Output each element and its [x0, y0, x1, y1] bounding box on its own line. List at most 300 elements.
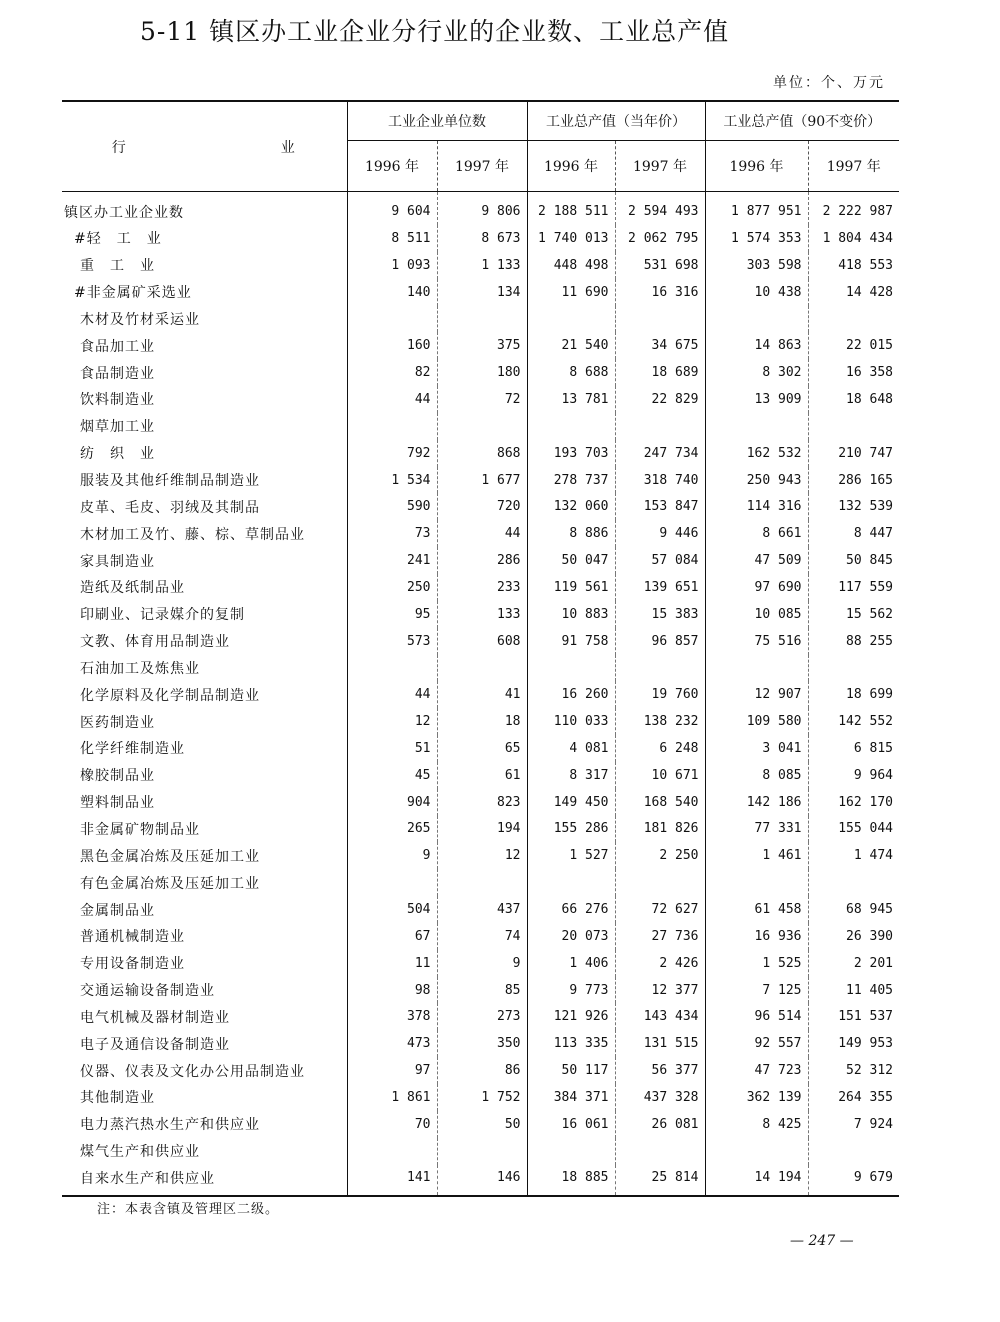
value-cell-k96: 13 909 — [705, 386, 808, 413]
value-cell-k97: 18 648 — [808, 386, 899, 413]
value-cell-u97: 134 — [437, 279, 527, 306]
value-cell-u97: 133 — [437, 601, 527, 628]
value-cell-u96: 67 — [347, 923, 437, 950]
value-cell-k96: 1 461 — [705, 842, 808, 869]
value-cell-u96 — [347, 869, 437, 896]
value-cell-u97: 720 — [437, 493, 527, 520]
value-cell-k96: 142 186 — [705, 789, 808, 816]
value-cell-k96: 114 316 — [705, 493, 808, 520]
value-cell-u96: 11 — [347, 950, 437, 977]
value-cell-c97: 531 698 — [615, 252, 705, 279]
industry-name-cell: 木材加工及竹、藤、棕、草制品业 — [80, 526, 305, 543]
value-cell-c97 — [615, 1138, 705, 1165]
value-cell-k97: 117 559 — [808, 574, 899, 601]
value-cell-u96: 250 — [347, 574, 437, 601]
table-row — [62, 440, 899, 467]
industry-name-cell: 金属制品业 — [80, 902, 155, 919]
industry-name-cell: 电气机械及器材制造业 — [80, 1009, 230, 1026]
value-cell-k96: 14 863 — [705, 332, 808, 359]
value-cell-k96: 47 509 — [705, 547, 808, 574]
value-cell-u97: 18 — [437, 708, 527, 735]
value-cell-k97: 8 447 — [808, 520, 899, 547]
table-row — [62, 681, 899, 708]
value-cell-c97: 57 084 — [615, 547, 705, 574]
value-cell-k97: 9 964 — [808, 762, 899, 789]
value-cell-u97: 1 677 — [437, 467, 527, 494]
value-cell-c96: 13 781 — [527, 386, 615, 413]
value-cell-k97: 7 924 — [808, 1111, 899, 1138]
table-row — [62, 192, 899, 226]
value-cell-k96: 8 302 — [705, 359, 808, 386]
industry-name-cell: #非金属矿采选业 — [74, 285, 192, 302]
value-cell-k96: 10 085 — [705, 601, 808, 628]
value-cell-k97: 68 945 — [808, 896, 899, 923]
value-cell-k97: 155 044 — [808, 816, 899, 843]
year-header: 1996 年 — [705, 141, 808, 192]
value-cell-c97: 96 857 — [615, 628, 705, 655]
value-cell-u97: 180 — [437, 359, 527, 386]
table-row — [62, 816, 899, 843]
value-cell-c96 — [527, 1138, 615, 1165]
value-cell-k97: 132 539 — [808, 493, 899, 520]
value-cell-k96: 1 525 — [705, 950, 808, 977]
value-cell-c97: 18 689 — [615, 359, 705, 386]
table-row — [62, 467, 899, 494]
industry-name-cell: 其他制造业 — [80, 1090, 155, 1107]
value-cell-u97: 868 — [437, 440, 527, 467]
table-row — [62, 896, 899, 923]
value-cell-k97: 149 953 — [808, 1030, 899, 1057]
value-cell-k97 — [808, 655, 899, 682]
value-cell-c96: 110 033 — [527, 708, 615, 735]
value-cell-c97: 318 740 — [615, 467, 705, 494]
industry-name-cell: 重 工 业 — [80, 258, 155, 275]
value-cell-k97: 9 679 — [808, 1165, 899, 1197]
value-cell-u96: 73 — [347, 520, 437, 547]
value-cell-k96: 162 532 — [705, 440, 808, 467]
value-cell-k96: 109 580 — [705, 708, 808, 735]
value-cell-c96: 149 450 — [527, 789, 615, 816]
value-cell-u97: 85 — [437, 977, 527, 1004]
value-cell-c97: 19 760 — [615, 681, 705, 708]
value-cell-c96: 113 335 — [527, 1030, 615, 1057]
value-cell-k96: 362 139 — [705, 1084, 808, 1111]
table-row — [62, 655, 899, 682]
value-cell-u96 — [347, 306, 437, 333]
value-cell-k97: 18 699 — [808, 681, 899, 708]
industry-name-cell: 家具制造业 — [80, 553, 155, 570]
value-cell-k96: 75 516 — [705, 628, 808, 655]
value-cell-u96: 473 — [347, 1030, 437, 1057]
value-cell-u96: 504 — [347, 896, 437, 923]
value-cell-u97 — [437, 655, 527, 682]
value-cell-k96: 96 514 — [705, 1003, 808, 1030]
value-cell-c96: 1 740 013 — [527, 225, 615, 252]
value-cell-c97 — [615, 869, 705, 896]
table-row — [62, 601, 899, 628]
value-cell-c97: 437 328 — [615, 1084, 705, 1111]
value-cell-u97 — [437, 869, 527, 896]
page-number: — 247 — — [790, 1233, 854, 1249]
value-cell-u97 — [437, 413, 527, 440]
value-cell-c96: 50 047 — [527, 547, 615, 574]
industry-name-cell: 造纸及纸制品业 — [80, 580, 185, 597]
value-cell-k97: 264 355 — [808, 1084, 899, 1111]
industry-name-cell: 塑料制品业 — [80, 795, 155, 812]
value-cell-k97: 1 804 434 — [808, 225, 899, 252]
table-row — [62, 789, 899, 816]
industry-name-cell: 食品加工业 — [80, 338, 155, 355]
value-cell-k97 — [808, 1138, 899, 1165]
value-cell-c97 — [615, 413, 705, 440]
year-header: 1997 年 — [808, 141, 899, 192]
industry-column-header — [62, 101, 347, 192]
value-cell-c97: 56 377 — [615, 1057, 705, 1084]
industry-name-cell: 烟草加工业 — [80, 419, 155, 436]
industry-header-char-a: 行 — [111, 139, 128, 156]
industry-header-char-b: 业 — [280, 139, 297, 156]
value-cell-k97: 15 562 — [808, 601, 899, 628]
current-price-group-header: 工业总产值（当年价） — [527, 101, 705, 141]
value-cell-c97: 131 515 — [615, 1030, 705, 1057]
value-cell-k97: 162 170 — [808, 789, 899, 816]
value-cell-u96: 904 — [347, 789, 437, 816]
value-cell-u96: 1 093 — [347, 252, 437, 279]
value-cell-k96: 16 936 — [705, 923, 808, 950]
table-row — [62, 869, 899, 896]
value-cell-c97: 15 383 — [615, 601, 705, 628]
value-cell-k97 — [808, 869, 899, 896]
industry-name-cell: 有色金属冶炼及压延加工业 — [80, 875, 260, 892]
value-cell-k96: 10 438 — [705, 279, 808, 306]
value-cell-k96: 7 125 — [705, 977, 808, 1004]
header-row-groups — [62, 101, 899, 141]
table-row — [62, 950, 899, 977]
value-cell-u96: 1 534 — [347, 467, 437, 494]
value-cell-u97: 74 — [437, 923, 527, 950]
value-cell-k97: 2 222 987 — [808, 192, 899, 226]
value-cell-u96: 45 — [347, 762, 437, 789]
value-cell-c96: 21 540 — [527, 332, 615, 359]
value-cell-c97: 16 316 — [615, 279, 705, 306]
value-cell-u97: 50 — [437, 1111, 527, 1138]
value-cell-u96: 140 — [347, 279, 437, 306]
value-cell-k96: 1 877 951 — [705, 192, 808, 226]
value-cell-k97: 22 015 — [808, 332, 899, 359]
value-cell-k97: 1 474 — [808, 842, 899, 869]
value-cell-c97: 2 062 795 — [615, 225, 705, 252]
value-cell-u96: 51 — [347, 735, 437, 762]
value-cell-c97: 143 434 — [615, 1003, 705, 1030]
value-cell-u96: 573 — [347, 628, 437, 655]
value-cell-c97: 153 847 — [615, 493, 705, 520]
value-cell-c97: 6 248 — [615, 735, 705, 762]
value-cell-c97: 9 446 — [615, 520, 705, 547]
value-cell-k97: 418 553 — [808, 252, 899, 279]
unit-label: 单位：个、万元 — [773, 75, 885, 91]
industry-name-cell: 橡胶制品业 — [80, 768, 155, 785]
value-cell-c96: 91 758 — [527, 628, 615, 655]
value-cell-k97: 88 255 — [808, 628, 899, 655]
value-cell-c96: 1 527 — [527, 842, 615, 869]
value-cell-c97: 139 651 — [615, 574, 705, 601]
value-cell-u97: 823 — [437, 789, 527, 816]
table-row — [62, 735, 899, 762]
value-cell-c96: 4 081 — [527, 735, 615, 762]
value-cell-u96 — [347, 413, 437, 440]
value-cell-c96: 20 073 — [527, 923, 615, 950]
value-cell-u97: 8 673 — [437, 225, 527, 252]
year-header: 1997 年 — [615, 141, 705, 192]
value-cell-k96: 92 557 — [705, 1030, 808, 1057]
value-cell-u97: 9 806 — [437, 192, 527, 226]
value-cell-u97: 65 — [437, 735, 527, 762]
value-cell-c96: 11 690 — [527, 279, 615, 306]
value-cell-c96 — [527, 655, 615, 682]
value-cell-c97 — [615, 306, 705, 333]
table-row — [62, 520, 899, 547]
table-row — [62, 1165, 899, 1197]
value-cell-u97: 61 — [437, 762, 527, 789]
table-row — [62, 628, 899, 655]
value-cell-c97: 27 736 — [615, 923, 705, 950]
value-cell-k96: 77 331 — [705, 816, 808, 843]
value-cell-c96: 50 117 — [527, 1057, 615, 1084]
value-cell-u97: 86 — [437, 1057, 527, 1084]
table-row — [62, 1084, 899, 1111]
industry-name-cell: 煤气生产和供应业 — [80, 1144, 200, 1161]
value-cell-u97 — [437, 1138, 527, 1165]
value-cell-u96: 97 — [347, 1057, 437, 1084]
year-header: 1996 年 — [527, 141, 615, 192]
industry-name-cell: 印刷业、记录媒介的复制 — [80, 607, 245, 624]
value-cell-u96: 141 — [347, 1165, 437, 1197]
table-row — [62, 923, 899, 950]
value-cell-u96: 82 — [347, 359, 437, 386]
value-cell-u96: 95 — [347, 601, 437, 628]
value-cell-u96: 9 — [347, 842, 437, 869]
table-row — [62, 359, 899, 386]
value-cell-c97: 26 081 — [615, 1111, 705, 1138]
value-cell-c96: 448 498 — [527, 252, 615, 279]
footnote: 注：本表含镇及管理区二级。 — [97, 1202, 280, 1217]
value-cell-k96 — [705, 306, 808, 333]
value-cell-k96 — [705, 655, 808, 682]
value-cell-c97: 138 232 — [615, 708, 705, 735]
table-row — [62, 1111, 899, 1138]
industry-name-cell: 黑色金属冶炼及压延加工业 — [80, 848, 260, 865]
value-cell-k97: 210 747 — [808, 440, 899, 467]
value-cell-c96: 278 737 — [527, 467, 615, 494]
value-cell-k97: 11 405 — [808, 977, 899, 1004]
value-cell-k96: 3 041 — [705, 735, 808, 762]
industry-name-cell: 镇区办工业企业数 — [64, 204, 184, 221]
value-cell-u96: 378 — [347, 1003, 437, 1030]
value-cell-k96: 8 425 — [705, 1111, 808, 1138]
value-cell-u97: 146 — [437, 1165, 527, 1197]
value-cell-c97: 72 627 — [615, 896, 705, 923]
value-cell-u96: 12 — [347, 708, 437, 735]
value-cell-k97 — [808, 413, 899, 440]
value-cell-u96: 8 511 — [347, 225, 437, 252]
table-row — [62, 332, 899, 359]
value-cell-k96: 250 943 — [705, 467, 808, 494]
value-cell-u96: 44 — [347, 386, 437, 413]
value-cell-c97: 25 814 — [615, 1165, 705, 1197]
industry-name-cell: 纺 织 业 — [80, 446, 155, 463]
table-row — [62, 708, 899, 735]
industry-output-table — [62, 100, 899, 1197]
value-cell-c96 — [527, 413, 615, 440]
value-cell-k96: 12 907 — [705, 681, 808, 708]
industry-name-cell: 化学纤维制造业 — [80, 741, 185, 758]
table-row — [62, 762, 899, 789]
table-row — [62, 977, 899, 1004]
value-cell-c96: 66 276 — [527, 896, 615, 923]
value-cell-u97: 286 — [437, 547, 527, 574]
table-row — [62, 1057, 899, 1084]
value-cell-u96 — [347, 655, 437, 682]
value-cell-c97 — [615, 655, 705, 682]
value-cell-u97: 350 — [437, 1030, 527, 1057]
value-cell-u97: 194 — [437, 816, 527, 843]
value-cell-k97: 16 358 — [808, 359, 899, 386]
value-cell-c97: 12 377 — [615, 977, 705, 1004]
value-cell-u96: 160 — [347, 332, 437, 359]
value-cell-k96 — [705, 413, 808, 440]
value-cell-c96: 9 773 — [527, 977, 615, 1004]
value-cell-u97: 375 — [437, 332, 527, 359]
industry-name-cell: 交通运输设备制造业 — [80, 983, 215, 1000]
value-cell-u96: 70 — [347, 1111, 437, 1138]
value-cell-c97: 168 540 — [615, 789, 705, 816]
value-cell-c96: 193 703 — [527, 440, 615, 467]
table-row — [62, 574, 899, 601]
value-cell-k96 — [705, 869, 808, 896]
value-cell-u97: 72 — [437, 386, 527, 413]
value-cell-c96: 18 885 — [527, 1165, 615, 1197]
industry-name-cell: 仪器、仪表及文化办公用品制造业 — [80, 1063, 305, 1080]
value-cell-u97: 41 — [437, 681, 527, 708]
value-cell-c97: 2 594 493 — [615, 192, 705, 226]
value-cell-c97: 181 826 — [615, 816, 705, 843]
value-cell-u97: 608 — [437, 628, 527, 655]
table-row — [62, 279, 899, 306]
value-cell-k97: 14 428 — [808, 279, 899, 306]
value-cell-c96: 155 286 — [527, 816, 615, 843]
units-group-header: 工业企业单位数 — [347, 101, 527, 141]
value-cell-u97: 12 — [437, 842, 527, 869]
table-row — [62, 493, 899, 520]
value-cell-k97 — [808, 306, 899, 333]
value-cell-c96: 384 371 — [527, 1084, 615, 1111]
table-row — [62, 252, 899, 279]
industry-name-cell: 电子及通信设备制造业 — [80, 1036, 230, 1053]
value-cell-k97: 142 552 — [808, 708, 899, 735]
industry-name-cell: 非金属矿物制品业 — [80, 821, 200, 838]
industry-name-cell: 化学原料及化学制品制造业 — [80, 687, 260, 704]
industry-name-cell: 木材及竹材采运业 — [80, 311, 200, 328]
value-cell-c96: 10 883 — [527, 601, 615, 628]
value-cell-u96: 792 — [347, 440, 437, 467]
value-cell-u97: 437 — [437, 896, 527, 923]
industry-name-cell: 医药制造业 — [80, 714, 155, 731]
value-cell-u96: 241 — [347, 547, 437, 574]
value-cell-k97: 2 201 — [808, 950, 899, 977]
value-cell-c97: 34 675 — [615, 332, 705, 359]
value-cell-u96: 9 604 — [347, 192, 437, 226]
value-cell-k97: 52 312 — [808, 1057, 899, 1084]
value-cell-k96: 47 723 — [705, 1057, 808, 1084]
value-cell-c96 — [527, 869, 615, 896]
value-cell-u97: 233 — [437, 574, 527, 601]
value-cell-u96: 265 — [347, 816, 437, 843]
value-cell-u96: 590 — [347, 493, 437, 520]
value-cell-k96: 14 194 — [705, 1165, 808, 1197]
page-title: 5-11 镇区办工业企业分行业的企业数、工业总产值 — [140, 17, 730, 46]
value-cell-c96: 8 317 — [527, 762, 615, 789]
value-cell-u97: 9 — [437, 950, 527, 977]
value-cell-u96 — [347, 1138, 437, 1165]
value-cell-u96: 1 861 — [347, 1084, 437, 1111]
value-cell-c97: 10 671 — [615, 762, 705, 789]
table-row — [62, 842, 899, 869]
industry-name-cell: 皮革、毛皮、羽绒及其制品 — [80, 499, 260, 516]
year-header: 1996 年 — [347, 141, 437, 192]
value-cell-c96: 132 060 — [527, 493, 615, 520]
value-cell-c96: 16 061 — [527, 1111, 615, 1138]
value-cell-u96: 98 — [347, 977, 437, 1004]
industry-name-cell: #轻 工 业 — [74, 231, 162, 248]
table-row — [62, 225, 899, 252]
value-cell-k96: 61 458 — [705, 896, 808, 923]
value-cell-c96: 1 406 — [527, 950, 615, 977]
value-cell-k97: 50 845 — [808, 547, 899, 574]
table-row — [62, 547, 899, 574]
industry-name-cell: 普通机械制造业 — [80, 929, 185, 946]
value-cell-k96 — [705, 1138, 808, 1165]
table-body — [62, 192, 899, 1197]
year-header: 1997 年 — [437, 141, 527, 192]
value-cell-k97: 286 165 — [808, 467, 899, 494]
value-cell-u97 — [437, 306, 527, 333]
value-cell-c96: 16 260 — [527, 681, 615, 708]
industry-name-cell: 服装及其他纤维制品制造业 — [80, 473, 260, 490]
table-row — [62, 386, 899, 413]
value-cell-u97: 1 752 — [437, 1084, 527, 1111]
value-cell-k97: 26 390 — [808, 923, 899, 950]
constant-price-group-header: 工业总产值（90不变价） — [705, 101, 899, 141]
value-cell-c96: 8 688 — [527, 359, 615, 386]
industry-name-cell: 石油加工及炼焦业 — [80, 660, 200, 677]
value-cell-u96: 44 — [347, 681, 437, 708]
value-cell-c97: 2 426 — [615, 950, 705, 977]
value-cell-k96: 303 598 — [705, 252, 808, 279]
value-cell-k97: 6 815 — [808, 735, 899, 762]
value-cell-u97: 1 133 — [437, 252, 527, 279]
value-cell-k96: 97 690 — [705, 574, 808, 601]
table-row — [62, 1138, 899, 1165]
value-cell-c97: 247 734 — [615, 440, 705, 467]
industry-name-cell: 饮料制造业 — [80, 392, 155, 409]
table-row — [62, 1003, 899, 1030]
value-cell-c96: 119 561 — [527, 574, 615, 601]
industry-name-cell: 文教、体育用品制造业 — [80, 634, 230, 651]
value-cell-k96: 8 085 — [705, 762, 808, 789]
table-row — [62, 1030, 899, 1057]
industry-name-cell: 专用设备制造业 — [80, 956, 185, 973]
table-row — [62, 306, 899, 333]
